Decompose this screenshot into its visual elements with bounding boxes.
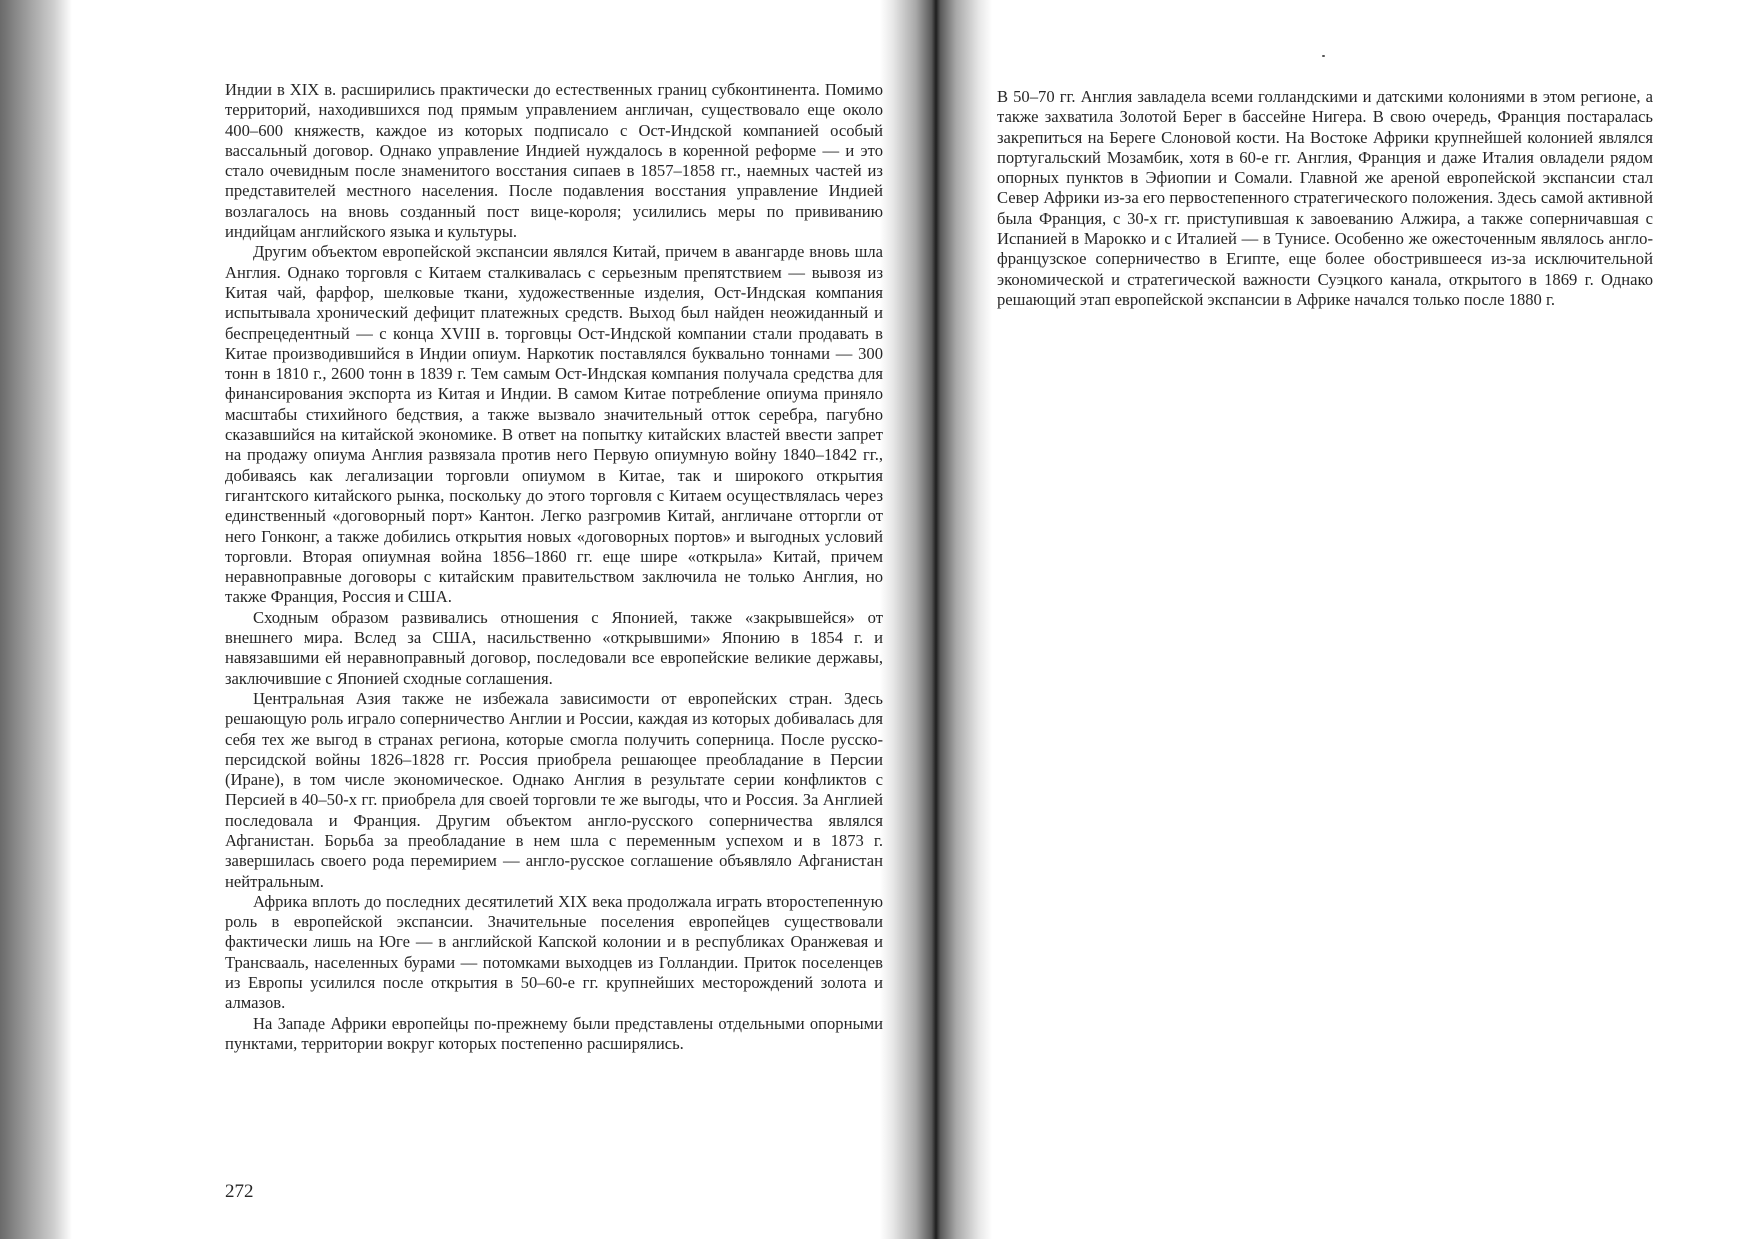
left-paragraph-3: Сходным образом развивались отношения с Японией, также «закрывшейся» от внешнего мира. Вслед за США, насильственно «открывшими» Японию в 1854 г. и навязавшими ей неравноправный договор, последовали все европейские великие державы, заключившие с Японией сходные соглашения. xyxy=(225,607,883,688)
left-paragraph-5: Африка вплоть до последних десятилетий XIX века продолжала играть второстепенную роль в европейской экспансии. Значительные поселения европейцев существовали фактически лишь на Юге — в английской Капской колонии и в республиках Оранжевая и Трансвааль, населенных бурами — потомками выходцев из Голландии. Приток поселенцев из Европы усилился после открытия в 50–60-е гг. крупнейших месторождений золота и алмазов. xyxy=(225,891,883,1013)
left-page-text xyxy=(225,80,883,1054)
left-paragraph-6: На Западе Африки европейцы по-прежнему были представлены отдельными опорными пунктами, территории вокруг которых постепенно расширялись. xyxy=(225,1013,883,1053)
book-gutter-shadow xyxy=(880,0,992,1239)
right-paragraph-1: В 50–70 гг. Англия завладела всеми голландскими и датскими колониями в этом регионе, а также захватила Золотой Берег в бассейне Нигера. В свою очередь, Франция постаралась закрепиться на Береге Слоновой кости. На Востоке Африки крупнейшей колонией являлся португальский Мозамбик, хотя в 60-е гг. Англия, Франция и даже Италия овладели рядом опорных пунктов в Эфиопии и Сомали. Главной же ареной европейской экспансии стал Север Африки из-за его первостепенного стратегического положения. Здесь самой активной была Франция, с 30-х гг. приступившая к завоеванию Алжира, а также соперничавшая с Испанией в Марокко и с Италией — в Тунисе. Особенно же ожесточенным являлось англо-французское соперничество в Египте, еще более обострившееся из-за исключительной экономической и стратегической важности Суэцкого канала, открытого в 1869 г. Однако решающий этап европейской экспансии в Африке начался только после 1880 г. xyxy=(997,87,1653,309)
right-page-text xyxy=(997,87,1653,310)
left-paragraph-4: Центральная Азия также не избежала зависимости от европейских стран. Здесь решающую роль играло соперничество Англии и России, каждая из которых добивалась для себя тех же выгод в странах региона, которые смогла получить соперница. После русско-персидской войны 1826–1828 гг. Россия приобрела решающее преобладание в Персии (Иране), в том числе экономическое. Однако Англия в результате серии конфликтов с Персией в 40–50-х гг. приобрела для своей торговли те же выгоды, что и Россия. За Англией последовала и Франция. Другим объектом англо-русского соперничества являлся Афганистан. Борьба за преобладание в нем шла с переменным успехом и в 1873 г. завершилась своего рода перемирием — англо-русское соглашение объявляло Афганистан нейтральным. xyxy=(225,688,883,891)
left-paragraph-2: Другим объектом европейской экспансии являлся Китай, причем в авангарде вновь шла Англия. Однако торговля с Китаем сталкивалась с серьезным препятствием — вывозя из Китая чай, фарфор, шелковые ткани, художественные изделия, Ост-Индская компания испытывала хронический дефицит платежных средств. Выход был найден неожиданный и беспрецедентный — с конца XVIII в. торговцы Ост-Индской компании стали продавать в Китае производившийся в Индии опиум. Наркотик поставлялся буквально тоннами — 300 тонн в 1810 г., 2600 тонн в 1839 г. Тем самым Ост-Индская компания получала средства для финансирования экспорта из Китая и Индии. В самом Китае потребление опиума приняло масштабы стихийного бедствия, а также вызвало значительный отток серебра, пагубно сказавшийся на китайской экономике. В ответ на попытку китайских властей ввести запрет на продажу опиума Англия развязала против него Первую опиумную войну 1840–1842 гг., добиваясь как легализации торговли опиумом в Китае, так и широкого открытия гигантского китайского рынка, поскольку до этого торговля с Китаем осуществлялась через единственный «договорный порт» Кантон. Легко разгромив Китай, англичане отторгли от него Гонконг, а также добились открытия новых «договорных портов» и выгодных условий торговли. Вторая опиумная война 1856–1860 гг. еще шире «открыла» Китай, причем неравноправные договоры с китайским правительством заключила не только Англия, но также Франция, Россия и США. xyxy=(225,242,883,607)
scan-speck xyxy=(1322,55,1325,57)
left-scan-shadow xyxy=(0,0,72,1239)
left-paragraph-1: Индии в XIX в. расширились практически до естественных границ субконтинента. Помимо территорий, находившихся под прямым управлением англичан, существовало еще около 400–600 княжеств, каждое из которых подписало с Ост-Индской компанией особый вассальный договор. Однако управление Индией нуждалось в коренной реформе — и это стало очевидным после знаменитого восстания сипаев в 1857–1858 гг., наемных частей из представителей местного населения. После подавления восстания управление Индией возлагалось на вновь созданный пост вице-короля; усилились меры по прививанию индийцам английского языка и культуры. xyxy=(225,80,883,242)
page-number: 272 xyxy=(225,1181,254,1202)
